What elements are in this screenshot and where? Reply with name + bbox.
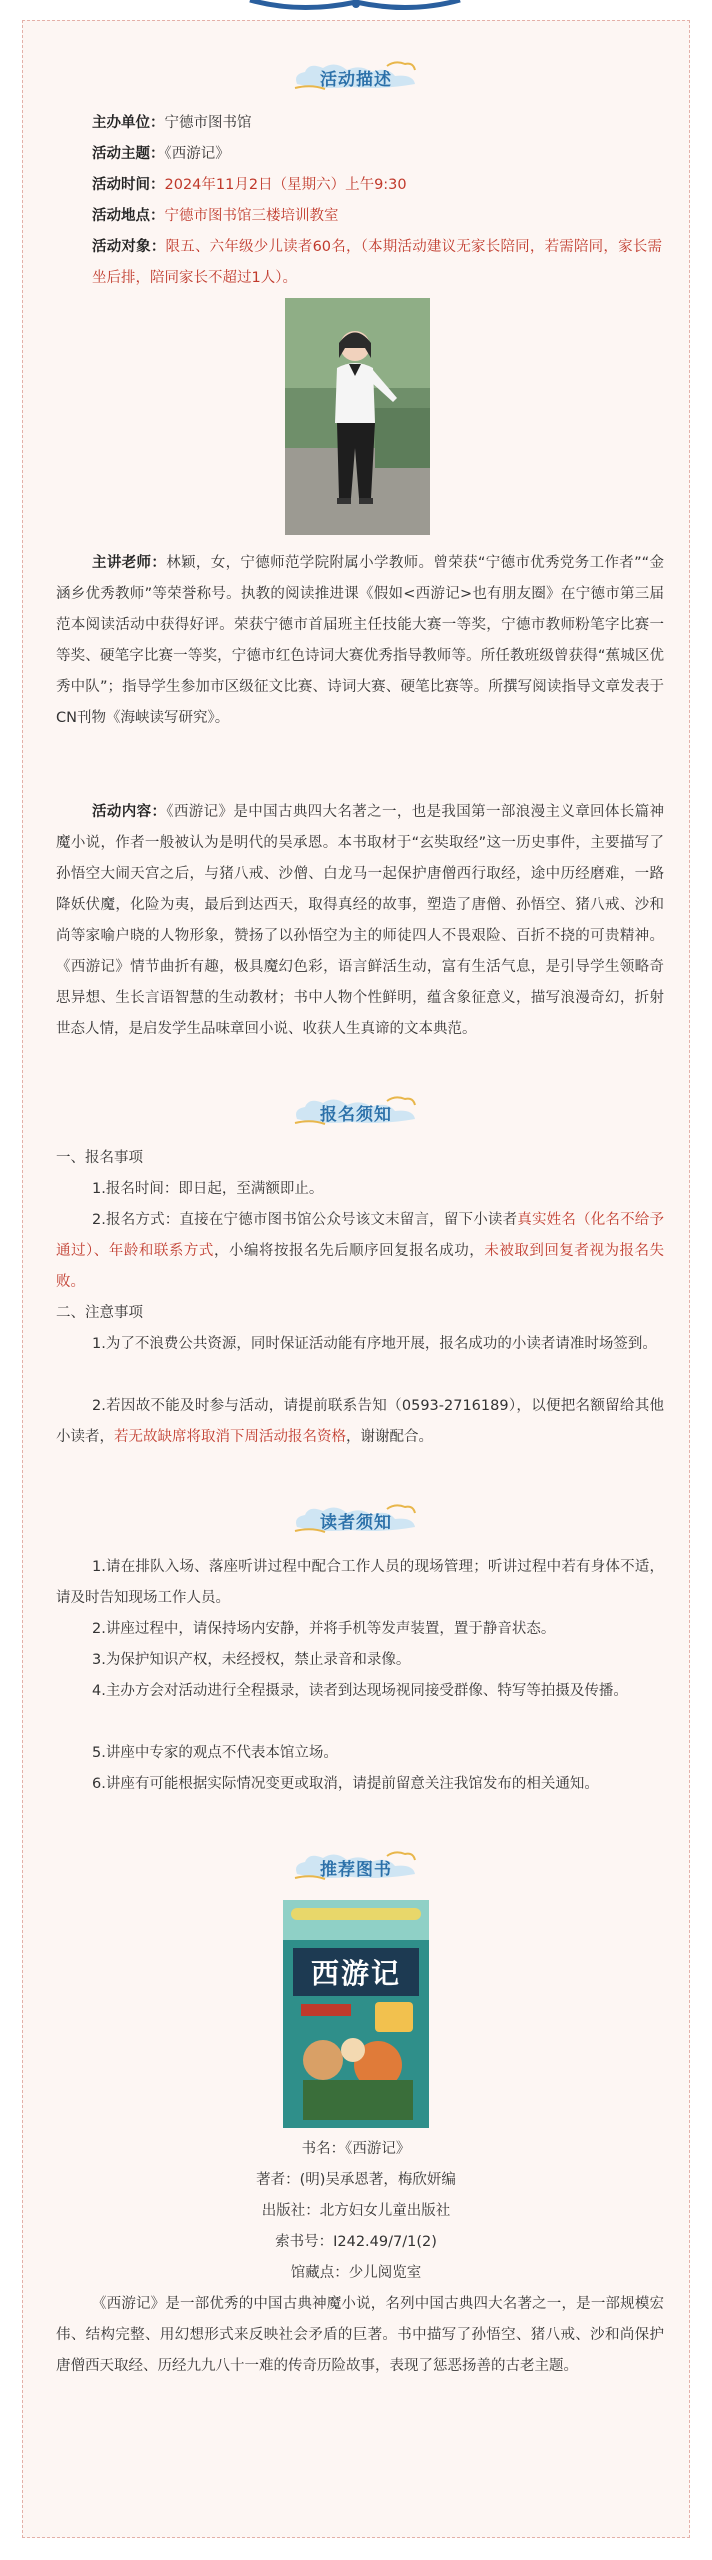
time-label: 活动时间： (92, 177, 165, 193)
time-row (92, 170, 652, 201)
book-description: 《西游记》是一部优秀的中国古典神魔小说，名列中国古典四大名著之一，是一部规模宏伟、结构完整、用幻想形式来反映社会矛盾的巨著。书中描写了孙悟空、猪八戒、沙和尚保护唐僧西天取经、历经九九八十一难的传奇历险故事，表现了惩恶扬善的古老主题。 (56, 2296, 664, 2374)
organizer-value: 宁德市图书馆 (164, 115, 252, 131)
teacher-value: 林颖，女，宁德师范学院附属小学教师。曾荣获“宁德市优秀党务工作者”“金涵乡优秀教师”等荣誉称号。执教的阅读推进课《假如<西游记>也有朋友圈》在宁德市第三届范本阅读活动中获得好评。荣获宁德市首届班主任技能大赛一等奖，宁德市教师粉笔字比赛一等奖、硬笔字比赛一等奖，宁德市红色诗词大赛优秀指导教师等。所任教班级曾获得“蕉城区优秀中队”；指导学生参加市区级征文比赛、诗词大赛、硬笔比赛等。所撰写阅读指导文章发表于CN刊物《海峡读写研究》。 (56, 555, 665, 726)
section-title-text: 推荐图书 (320, 1859, 392, 1880)
book-cover (283, 1900, 429, 2128)
reader-item: 5.讲座中专家的观点不代表本馆立场。 (92, 1745, 338, 1761)
reader-item: 6.讲座有可能根据实际情况变更或取消，请提前留意关注我馆发布的相关通知。 (92, 1776, 599, 1792)
teacher-paragraph (56, 548, 664, 734)
section-title-text: 活动描述 (320, 69, 392, 90)
theme-row (92, 139, 652, 170)
notice-item-2: 2.若因故不能及时参与活动，请提前联系告知（0593-2716189），以便把名额留给其他小读者，若无故缺席将取消下周活动报名资格，谢谢配合。 (56, 1398, 664, 1445)
target-row (92, 232, 662, 294)
content-paragraph (56, 797, 664, 1045)
place-row (92, 201, 652, 232)
section-title-reader (0, 1498, 712, 1542)
section-title-text: 报名须知 (320, 1104, 392, 1125)
content-label: 活动内容： (92, 804, 167, 820)
book-cover-image (283, 1900, 429, 2128)
book-author: 著者：(明)吴承恩著，梅欣妍编 (256, 2172, 456, 2188)
section-title-registration (0, 1090, 712, 1134)
top-decoration (0, 0, 712, 14)
target-value: 限五、六年级少儿读者60名，（本期活动建议无家长陪同，若需陪同，家长需坐后排，陪同家长不超过1人）。 (92, 239, 662, 286)
teacher-photo (285, 298, 430, 535)
registration-time: 1.报名时间：即日起，至满额即止。 (92, 1181, 324, 1197)
book-publisher: 出版社：北方妇女儿童出版社 (261, 2203, 451, 2219)
theme-label: 活动主题： (92, 146, 165, 162)
target-label: 活动对象： (92, 239, 166, 255)
reader-item: 1.请在排队入场、落座听讲过程中配合工作人员的现场管理；听讲过程中若有身体不适，请及时告知现场工作人员。 (56, 1559, 664, 1606)
notice-item-1: 1.为了不浪费公共资源，同时保证活动能有序地开展，报名成功的小读者请准时场签到。 (92, 1336, 657, 1352)
section-title-books (0, 1845, 712, 1889)
reader-item: 3.为保护知识产权，未经授权，禁止录音和录像。 (92, 1652, 411, 1668)
content-value: 《西游记》是中国古典四大名著之一，也是我国第一部浪漫主义章回体长篇神魔小说，作者一般被认为是明代的吴承恩。本书取材于“玄奘取经”这一历史事件，主要描写了孙悟空大闹天宫之后，与猪八戒、沙僧、白龙马一起保护唐僧西行取经，途中历经磨难，一路降妖伏魔，化险为夷，最后到达西天，取得真经的故事，塑造了唐僧、孙悟空、猪八戒、沙和尚等家喻户晓的人物形象，赞扬了以孙悟空为主的师徒四人不畏艰险、百折不挠的可贵精神。《西游记》情节曲折有趣，极具魔幻色彩，语言鲜活生动，富有生活气息，是引导学生领略奇思异想、生长言语智慧的生动教材；书中人物个性鲜明，蕴含象征意义，描写浪漫奇幻，折射世态人情，是启发学生品味章回小说、收获人生真谛的文本典范。 (56, 804, 665, 1037)
organizer-row (92, 108, 652, 139)
section-title-activity (0, 55, 712, 99)
book-name: 书名：《西游记》 (301, 2141, 411, 2157)
teacher-label: 主讲老师： (92, 555, 167, 571)
notice-heading: 二、注意事项 (56, 1305, 143, 1321)
registration-method: 2.报名方式：直接在宁德市图书馆公众号该文末留言，留下小读者真实姓名（化名不给予通过）、年龄和联系方式，小编将按报名先后顺序回复报名成功，未被取到回复者视为报名失败。 (56, 1212, 665, 1290)
book-cover-title: 西游记 (310, 1957, 401, 1990)
registration-heading: 一、报名事项 (56, 1150, 143, 1166)
organizer-label: 主办单位： (92, 115, 165, 131)
book-location: 馆藏点：少儿阅览室 (290, 2265, 422, 2281)
reader-item: 2.讲座过程中，请保持场内安静，并将手机等发声装置，置于静音状态。 (92, 1621, 556, 1637)
place-label: 活动地点： (92, 208, 165, 224)
book-call-number: 索书号：I242.49/7/1(2) (275, 2234, 437, 2250)
place-value: 宁德市图书馆三楼培训教室 (164, 208, 339, 224)
theme-value: 《西游记》 (164, 146, 230, 162)
time-value: 2024年11月2日（星期六）上午9:30 (164, 177, 407, 193)
reader-item: 4.主办方会对活动进行全程摄录，读者到达现场视同接受群像、特写等拍摄及传播。 (92, 1683, 628, 1699)
section-title-text: 读者须知 (320, 1512, 392, 1533)
